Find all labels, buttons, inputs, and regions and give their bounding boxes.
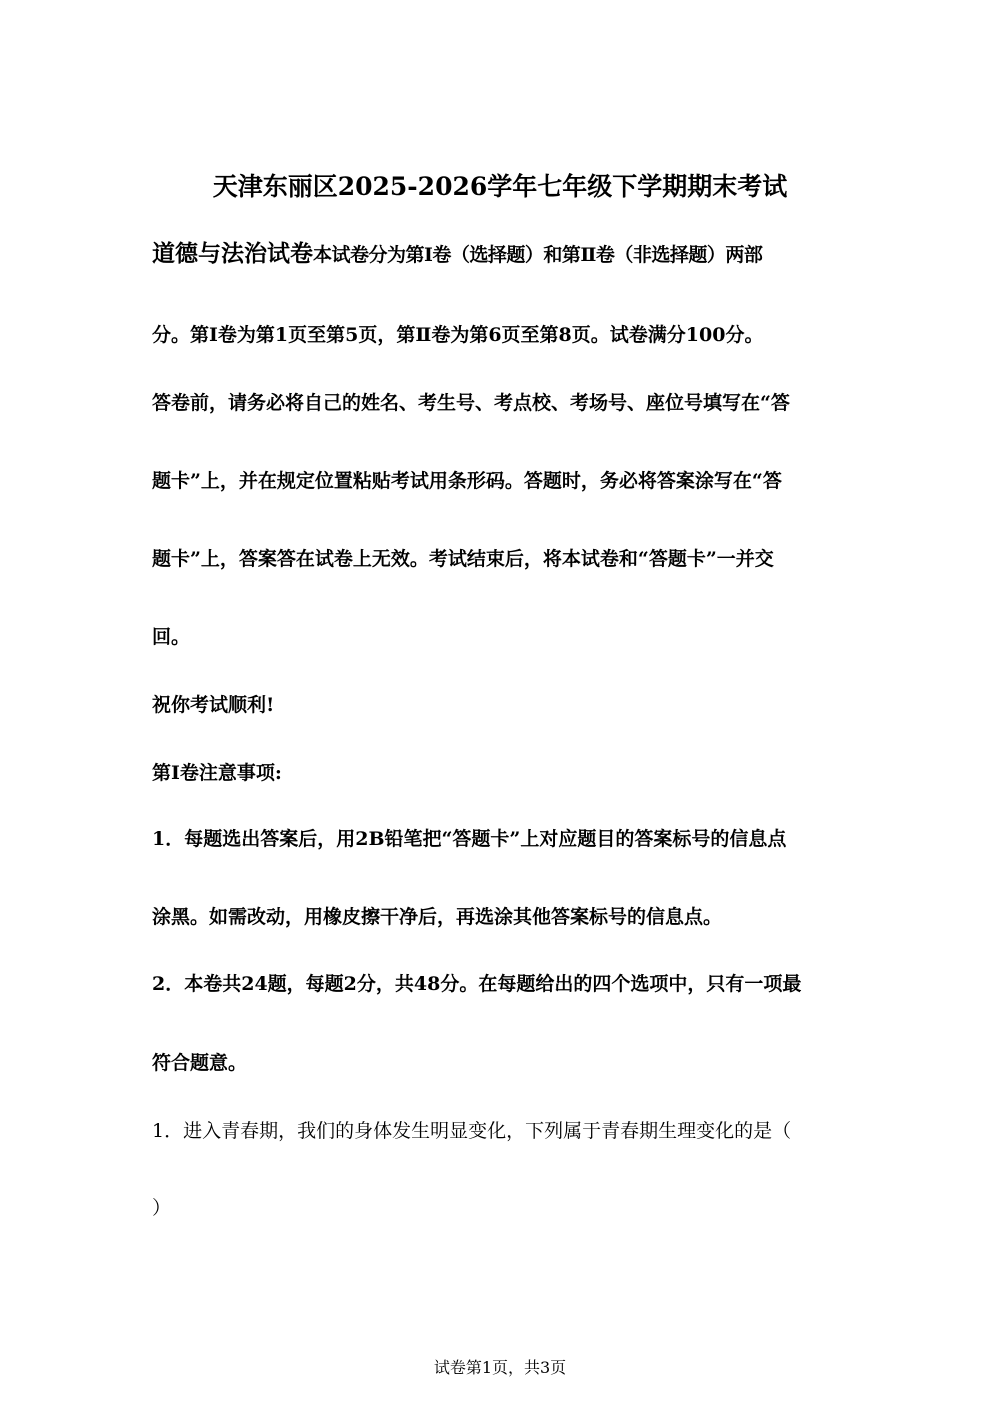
notice-heading: 第Ⅰ卷注意事项: [152,762,282,784]
intro-line-4: 题卡”上，并在规定位置粘贴考试用条形码。答题时，务必将答案涂写在“答 [152,470,782,492]
notice-item-1-line-1: 1．每题选出答案后，用2B铅笔把“答题卡”上对应题目的答案标号的信息点 [152,828,787,850]
question-1-line-1: 1．进入青春期，我们的身体发生明显变化，下列属于青春期生理变化的是（ [152,1120,792,1142]
subject-title: 道德与法治试卷 [152,240,313,267]
intro-line-1 [152,240,852,269]
notice-item-2-line-1: 2．本卷共24题，每题2分，共48分。在每题给出的四个选项中，只有一项最 [152,973,802,995]
intro-line-2: 分。第Ⅰ卷为第1页至第5页，第Ⅱ卷为第6页至第8页。试卷满分100分。 [152,324,764,346]
intro-line-6: 回。 [152,626,191,648]
wish-text: 祝你考试顺利! [152,694,275,716]
page-footer: 试卷第1页，共3页 [433,1358,567,1377]
intro-line-3: 答卷前，请务必将自己的姓名、考生号、考点校、考场号、座位号填写在“答 [152,392,790,414]
intro-line-5: 题卡”上，答案答在试卷上无效。考试结束后，将本试卷和“答题卡”一并交 [152,548,774,570]
notice-item-1-line-2: 涂黑。如需改动，用橡皮擦干净后，再选涂其他答案标号的信息点。 [152,906,723,928]
notice-item-2-line-2: 符合题意。 [152,1052,248,1074]
intro-text: 本试卷分为第Ⅰ卷（选择题）和第Ⅱ卷（非选择题）两部 [313,244,763,266]
exam-title: 天津东丽区2025-2026学年七年级下学期期末考试 [212,172,788,201]
question-1-line-2: ） [152,1197,172,1219]
